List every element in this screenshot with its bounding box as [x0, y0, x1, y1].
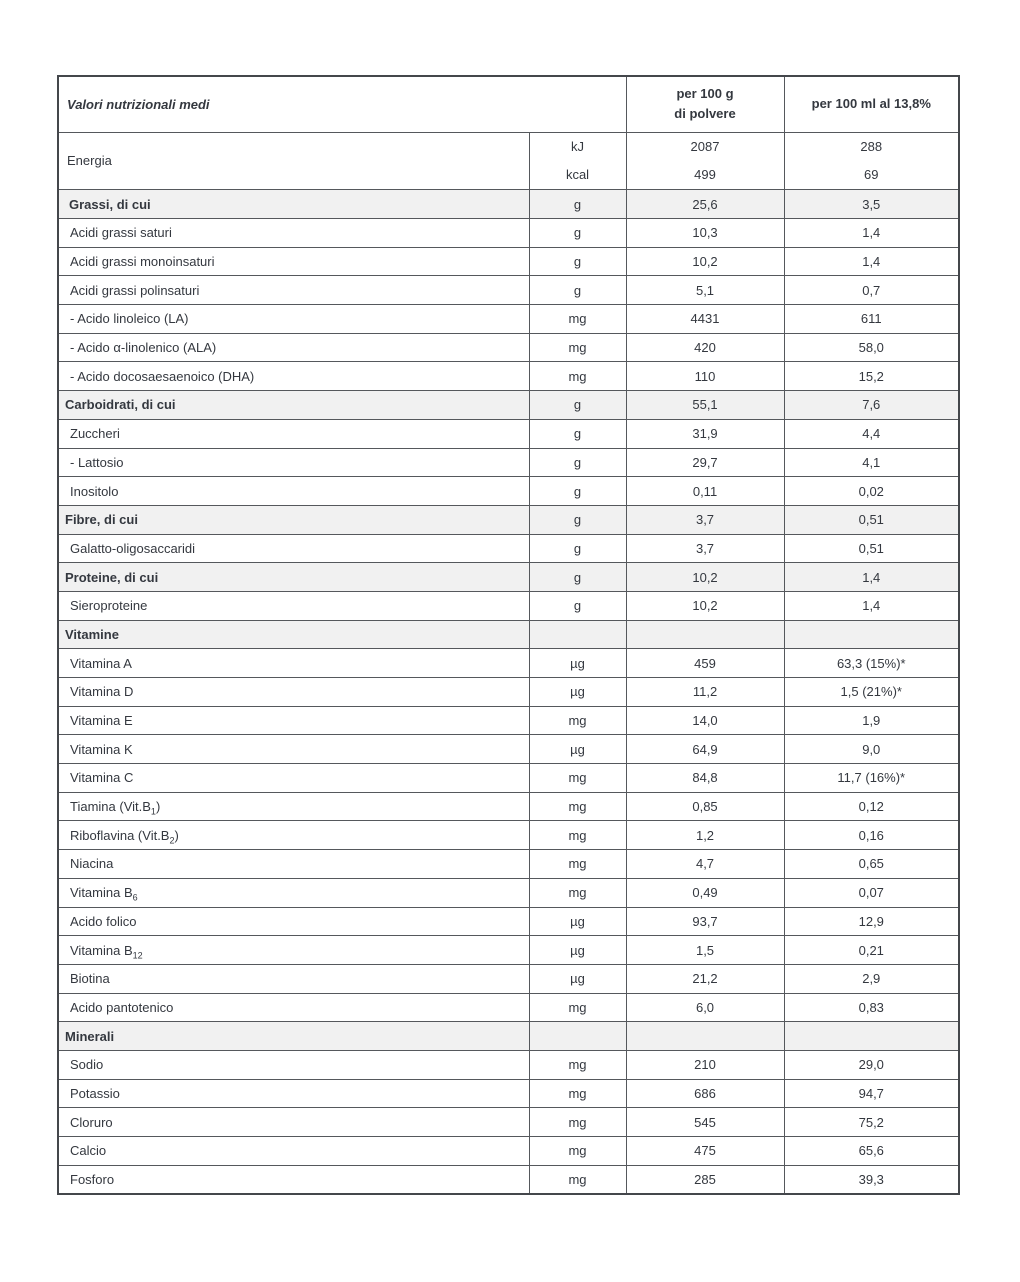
row-value-per100g: 0,49	[626, 878, 784, 907]
row-value-per100g	[626, 1022, 784, 1051]
header-per100ml-cell	[784, 76, 959, 132]
row-value-per100ml: 611	[784, 305, 959, 334]
row-value-per100g: 475	[626, 1137, 784, 1166]
row-value-per100ml: 1,9	[784, 706, 959, 735]
row-value-per100ml: 2,9	[784, 964, 959, 993]
row-label: - Acido docosaesaenoico (DHA)	[58, 362, 529, 391]
row-label: Sodio	[58, 1050, 529, 1079]
row-value-per100ml: 0,07	[784, 878, 959, 907]
row-value-per100g: 5,1	[626, 276, 784, 305]
row-unit: mg	[529, 706, 626, 735]
row-label: - Lattosio	[58, 448, 529, 477]
row-unit: mg	[529, 1108, 626, 1137]
row-label: Carboidrati, di cui	[58, 391, 529, 420]
row-unit: g	[529, 563, 626, 592]
row-unit: µg	[529, 678, 626, 707]
row-label: Acidi grassi monoinsaturi	[58, 247, 529, 276]
table-row	[58, 276, 959, 305]
row-label: Vitamina E	[58, 706, 529, 735]
row-unit: µg	[529, 964, 626, 993]
row-value-per100g: 4431	[626, 305, 784, 334]
row-label: Acido folico	[58, 907, 529, 936]
nutrition-facts-table	[57, 75, 960, 1195]
row-value-per100g: 25,6	[626, 190, 784, 219]
row-unit: µg	[529, 735, 626, 764]
table-row	[58, 620, 959, 649]
row-label: Niacina	[58, 850, 529, 879]
row-label: Cloruro	[58, 1108, 529, 1137]
row-unit: mg	[529, 305, 626, 334]
row-unit: g	[529, 190, 626, 219]
row-label: Potassio	[58, 1079, 529, 1108]
row-label: Fibre, di cui	[58, 505, 529, 534]
table-row	[58, 534, 959, 563]
table-row	[58, 333, 959, 362]
row-unit	[529, 1022, 626, 1051]
row-unit: g	[529, 477, 626, 506]
row-unit: µg	[529, 649, 626, 678]
table-row	[58, 964, 959, 993]
row-value-per100g: 10,3	[626, 219, 784, 248]
row-unit: µg	[529, 936, 626, 965]
row-unit: mg	[529, 993, 626, 1022]
row-label: Inositolo	[58, 477, 529, 506]
table-row	[58, 878, 959, 907]
row-value-per100g: 11,2	[626, 678, 784, 707]
row-value-per100ml: 0,02	[784, 477, 959, 506]
row-value-per100ml: 1,4	[784, 219, 959, 248]
row-value-per100g: 3,7	[626, 534, 784, 563]
row-value-per100g	[626, 620, 784, 649]
table-row	[58, 735, 959, 764]
row-value-per100g: 420	[626, 333, 784, 362]
table-row	[58, 706, 959, 735]
row-label: Acido pantotenico	[58, 993, 529, 1022]
row-label: Vitamine	[58, 620, 529, 649]
row-unit: µg	[529, 907, 626, 936]
row-unit: g	[529, 505, 626, 534]
row-value-per100g: 0,11	[626, 477, 784, 506]
row-value-per100ml: 63,3 (15%)*	[784, 649, 959, 678]
row-label: Riboflavina $(Vit.B_2)$	[58, 821, 529, 850]
row-value-per100g: 6,0	[626, 993, 784, 1022]
row-unit: kJ kcal	[529, 132, 626, 190]
header-per100g-line2: di polvere	[674, 106, 736, 122]
row-label: Acidi grassi saturi	[58, 219, 529, 248]
row-unit: mg	[529, 333, 626, 362]
row-value-per100g: 110	[626, 362, 784, 391]
row-unit: mg	[529, 1050, 626, 1079]
row-unit: g	[529, 276, 626, 305]
row-label: Vitamina K	[58, 735, 529, 764]
row-label: Fosforo	[58, 1165, 529, 1194]
row-value-per100ml: 0,65	[784, 850, 959, 879]
row-value-per100g: 3,7	[626, 505, 784, 534]
row-value-per100ml: 65,6	[784, 1137, 959, 1166]
row-value-per100ml: 1,4	[784, 247, 959, 276]
table-row	[58, 1165, 959, 1194]
row-label: Tiamina $(Vit.B_1)$	[58, 792, 529, 821]
row-value-per100ml: 11,7 (16%)*	[784, 764, 959, 793]
row-value-per100ml: 58,0	[784, 333, 959, 362]
row-value-per100ml: 0,7	[784, 276, 959, 305]
row-value-per100g: 14,0	[626, 706, 784, 735]
row-value-per100g: 210	[626, 1050, 784, 1079]
row-label: Vitamina C	[58, 764, 529, 793]
row-value-per100g: 686	[626, 1079, 784, 1108]
row-label: Grassi, di cui	[58, 190, 529, 219]
row-value-per100ml: 94,7	[784, 1079, 959, 1108]
row-value-per100g: 1,5	[626, 936, 784, 965]
row-unit: g	[529, 448, 626, 477]
header-per100g-cell	[626, 76, 784, 132]
row-value-per100ml: 15,2	[784, 362, 959, 391]
row-value-per100g: 93,7	[626, 907, 784, 936]
row-value-per100ml: 1,4	[784, 591, 959, 620]
table-row	[58, 477, 959, 506]
table-row	[58, 591, 959, 620]
table-row	[58, 993, 959, 1022]
table-row	[58, 305, 959, 334]
row-value-per100ml: 39,3	[784, 1165, 959, 1194]
table-row	[58, 419, 959, 448]
row-label: - Acido linoleico (LA)	[58, 305, 529, 334]
table-row	[58, 219, 959, 248]
row-value-per100ml: 1,5 (21%)*	[784, 678, 959, 707]
row-unit: mg	[529, 1079, 626, 1108]
row-unit: mg	[529, 850, 626, 879]
row-value-per100ml: 7,6	[784, 391, 959, 420]
row-value-per100ml: 4,4	[784, 419, 959, 448]
row-label: Zuccheri	[58, 419, 529, 448]
row-value-per100ml: 75,2	[784, 1108, 959, 1137]
row-label: Vitamina A	[58, 649, 529, 678]
row-unit: g	[529, 247, 626, 276]
table-row	[58, 563, 959, 592]
row-value-per100g: 10,2	[626, 591, 784, 620]
row-value-per100g: 55,1	[626, 391, 784, 420]
table-row	[58, 821, 959, 850]
row-value-per100g: 21,2	[626, 964, 784, 993]
row-value-per100ml: 0,21	[784, 936, 959, 965]
row-value-per100ml: 4,1	[784, 448, 959, 477]
table-row	[58, 1022, 959, 1051]
row-value-per100g: 10,2	[626, 247, 784, 276]
table-row	[58, 190, 959, 219]
row-value-per100g: 285	[626, 1165, 784, 1194]
row-unit: g	[529, 591, 626, 620]
row-unit	[529, 620, 626, 649]
table-row	[58, 850, 959, 879]
row-value-per100g: 10,2	[626, 563, 784, 592]
table-title: Valori nutrizionali medi	[67, 96, 210, 112]
row-unit: mg	[529, 1137, 626, 1166]
table-row	[58, 132, 959, 190]
table-row	[58, 1108, 959, 1137]
table-row	[58, 391, 959, 420]
row-label: Calcio	[58, 1137, 529, 1166]
row-unit: mg	[529, 821, 626, 850]
row-value-per100ml: 0,51	[784, 505, 959, 534]
row-unit: mg	[529, 764, 626, 793]
row-value-per100ml: 12,9	[784, 907, 959, 936]
table-row	[58, 936, 959, 965]
header-row	[58, 76, 959, 132]
row-unit: g	[529, 391, 626, 420]
row-unit: g	[529, 219, 626, 248]
row-unit: mg	[529, 792, 626, 821]
row-value-per100g: 545	[626, 1108, 784, 1137]
row-value-per100ml: 0,51	[784, 534, 959, 563]
table-row	[58, 1050, 959, 1079]
row-value-per100ml: 0,16	[784, 821, 959, 850]
row-value-per100ml: 1,4	[784, 563, 959, 592]
row-value-per100ml	[784, 620, 959, 649]
table-row	[58, 1137, 959, 1166]
table-row	[58, 907, 959, 936]
row-label: Proteine, di cui	[58, 563, 529, 592]
header-label-cell	[58, 76, 626, 132]
row-value-per100g: 31,9	[626, 419, 784, 448]
row-label: Minerali	[58, 1022, 529, 1051]
nutrition-table-body	[58, 132, 959, 1194]
row-value-per100g: 4,7	[626, 850, 784, 879]
row-unit: g	[529, 534, 626, 563]
row-label: Acidi grassi polinsaturi	[58, 276, 529, 305]
table-row	[58, 792, 959, 821]
row-unit: mg	[529, 1165, 626, 1194]
row-label: Energia	[58, 132, 529, 190]
table-row	[58, 448, 959, 477]
row-value-per100g: 64,9	[626, 735, 784, 764]
table-row	[58, 649, 959, 678]
row-value-per100g: 2087 499	[626, 132, 784, 190]
row-value-per100ml: 0,83	[784, 993, 959, 1022]
row-label: Biotina	[58, 964, 529, 993]
table-row	[58, 1079, 959, 1108]
table-row	[58, 505, 959, 534]
table-header	[58, 76, 959, 132]
row-value-per100ml: 288 69	[784, 132, 959, 190]
row-label: Vitamina D	[58, 678, 529, 707]
row-unit: mg	[529, 878, 626, 907]
table-row	[58, 247, 959, 276]
row-value-per100g: 84,8	[626, 764, 784, 793]
row-label: Vitamina $B_{12}$	[58, 936, 529, 965]
row-unit: g	[529, 419, 626, 448]
row-value-per100ml: 0,12	[784, 792, 959, 821]
row-value-per100ml: 29,0	[784, 1050, 959, 1079]
row-value-per100g: 1,2	[626, 821, 784, 850]
table-row	[58, 362, 959, 391]
row-label: Sieroproteine	[58, 591, 529, 620]
row-label: Galatto-oligosaccaridi	[58, 534, 529, 563]
row-value-per100ml	[784, 1022, 959, 1051]
row-unit: mg	[529, 362, 626, 391]
header-per100ml-label: per 100 ml al 13,8%	[811, 96, 931, 112]
header-per100g-line1: per 100 g	[676, 86, 734, 102]
row-value-per100ml: 9,0	[784, 735, 959, 764]
table-row	[58, 678, 959, 707]
row-value-per100g: 0,85	[626, 792, 784, 821]
row-value-per100g: 29,7	[626, 448, 784, 477]
row-value-per100g: 459	[626, 649, 784, 678]
row-label: Vitamina $B_6$	[58, 878, 529, 907]
row-label: - Acido α-linolenico (ALA)	[58, 333, 529, 362]
table-row	[58, 764, 959, 793]
row-value-per100ml: 3,5	[784, 190, 959, 219]
